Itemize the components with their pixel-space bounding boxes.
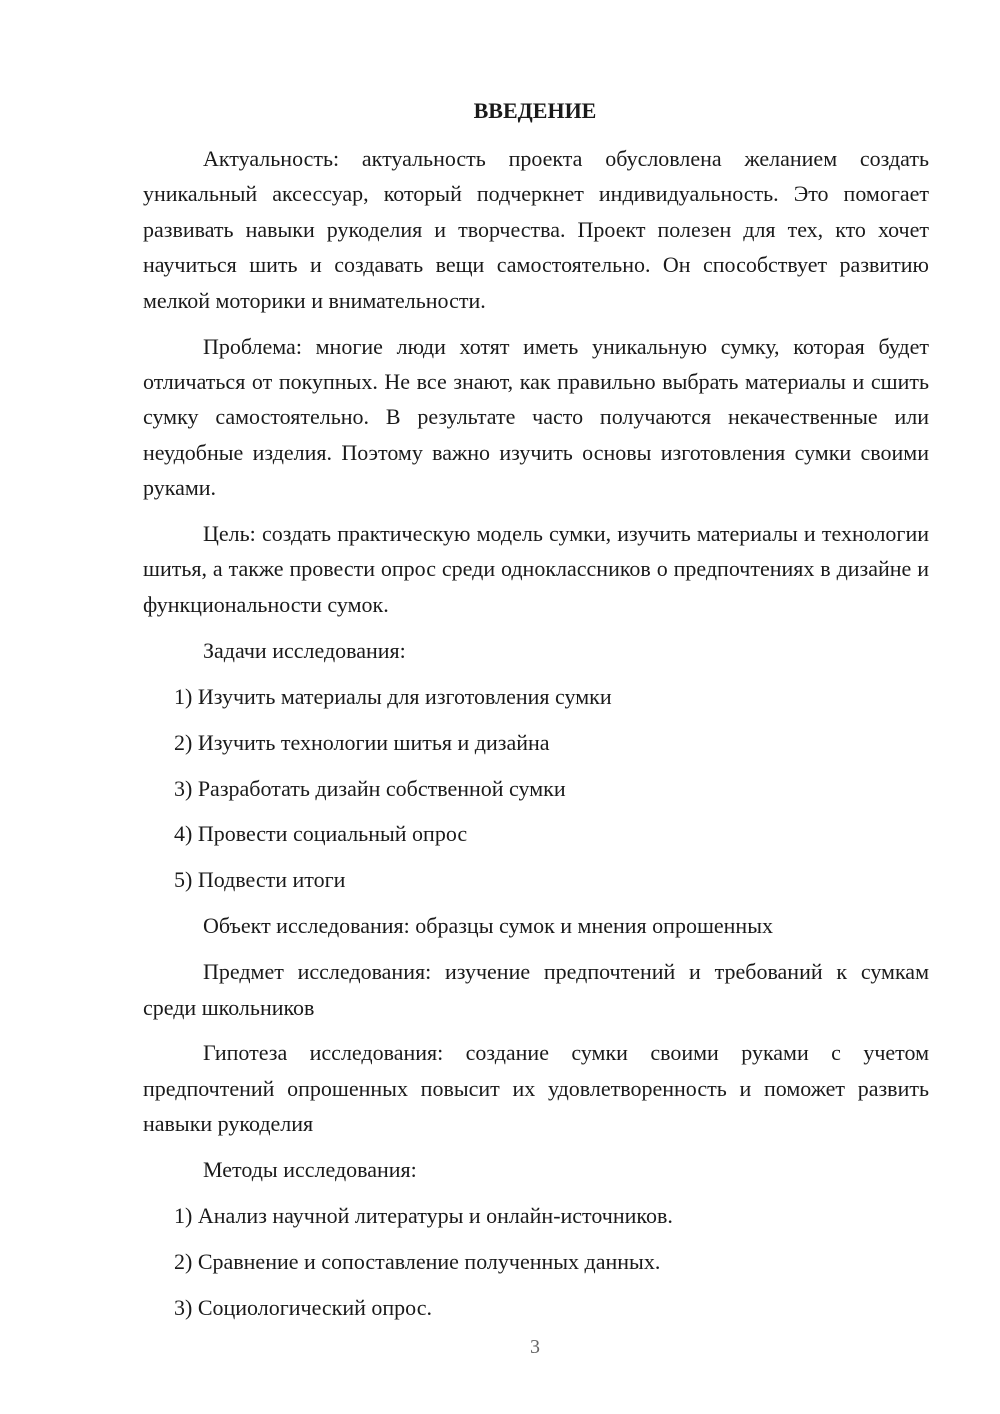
tasks-heading: Задачи исследования:: [203, 637, 406, 663]
task-item: 5) Подвести итоги: [174, 867, 346, 893]
relevance-paragraph: Актуальность: актуальность проекта обусловлена желанием создать уникальный аксессуар, который подчеркнет индивидуальность. Это помогает развивать навыки рукоделия и творчества. Проект полезен для тех, кто хочет научиться шить и создавать вещи самостоятельно. Он способствует развитию мелкой моторики и внимательности.: [143, 146, 929, 313]
section-title: ВВЕДЕНИЕ: [473, 98, 597, 123]
object-paragraph: Объект исследования: образцы сумок и мнения опрошенных: [203, 913, 773, 939]
task-item: 1) Изучить материалы для изготовления сумки: [174, 683, 612, 709]
document-body: [143, 141, 929, 1336]
hypothesis-paragraph: Гипотеза исследования: создание сумки своими руками с учетом предпочтений опрошенных повысит их удовлетворенность и поможет развить навыки рукоделия: [143, 1040, 929, 1137]
page-number: 3: [530, 1336, 540, 1358]
task-item: 2) Изучить технологии шитья и дизайна: [174, 729, 550, 755]
tasks-list: [143, 679, 929, 898]
task-item: 4) Провести социальный опрос: [174, 821, 468, 847]
subject-paragraph: Предмет исследования: изучение предпочтений и требований к сумкам среди школьников: [143, 959, 929, 1020]
method-item: 3) Социологический опрос.: [174, 1294, 432, 1320]
method-item: 2) Сравнение и сопоставление полученных данных.: [174, 1248, 661, 1274]
task-item: 3) Разработать дизайн собственной сумки: [174, 775, 566, 801]
problem-paragraph: Проблема: многие люди хотят иметь уникальную сумку, которая будет отличаться от покупных. Не все знают, как правильно выбрать материалы и сшить сумку самостоятельно. В результате часто получаются некачественные или неудобные изделия. Поэтому важно изучить основы изготовления сумки своими руками.: [143, 333, 929, 501]
methods-heading: Методы исследования:: [203, 1157, 417, 1183]
method-item: 1) Анализ научной литературы и онлайн-источников.: [174, 1203, 673, 1229]
methods-list: [143, 1198, 929, 1325]
goal-paragraph: Цель: создать практическую модель сумки, изучить материалы и технологии шитья, а также провести опрос среди одноклассников о предпочтениях в дизайне и функциональности сумок.: [143, 521, 929, 617]
